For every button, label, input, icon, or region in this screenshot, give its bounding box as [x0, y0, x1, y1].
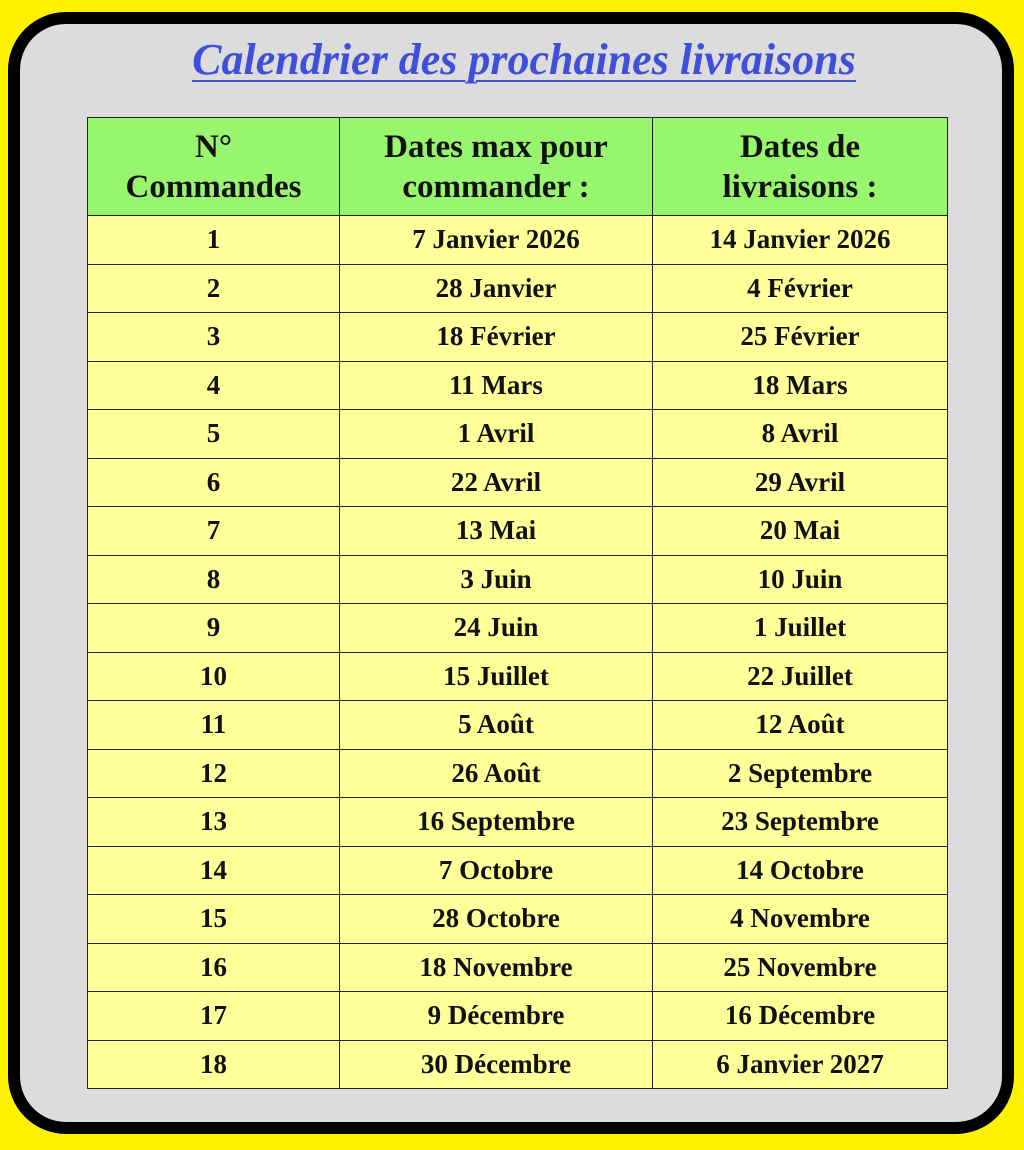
table-row	[88, 992, 948, 1041]
order-deadline-cell: 26 Août	[340, 749, 653, 798]
order-deadline-cell: 9 Décembre	[340, 992, 653, 1041]
delivery-date-cell: 25 Novembre	[653, 943, 948, 992]
table-body	[88, 216, 948, 1089]
order-deadline-cell: 24 Juin	[340, 604, 653, 653]
table-header	[88, 118, 948, 216]
delivery-date-cell: 10 Juin	[653, 555, 948, 604]
table-row	[88, 749, 948, 798]
order-number-cell: 1	[88, 216, 340, 265]
order-number-cell: 14	[88, 846, 340, 895]
order-number-cell: 2	[88, 264, 340, 313]
order-number-cell: 12	[88, 749, 340, 798]
delivery-date-cell: 16 Décembre	[653, 992, 948, 1041]
order-deadline-cell: 13 Mai	[340, 507, 653, 556]
table-row	[88, 798, 948, 847]
delivery-date-cell: 20 Mai	[653, 507, 948, 556]
order-number-cell: 4	[88, 361, 340, 410]
table-row	[88, 652, 948, 701]
header-line: livraisons :	[722, 168, 878, 205]
page-title: Calendrier des prochaines livraisons	[192, 35, 856, 84]
delivery-date-cell: 4 Novembre	[653, 895, 948, 944]
order-number-cell: 8	[88, 555, 340, 604]
order-number-cell: 7	[88, 507, 340, 556]
header-line: Commandes	[125, 168, 302, 205]
header-row	[88, 118, 948, 216]
delivery-date-cell: 12 Août	[653, 701, 948, 750]
table-row	[88, 410, 948, 459]
table-row	[88, 701, 948, 750]
delivery-date-cell: 1 Juillet	[653, 604, 948, 653]
table-row	[88, 458, 948, 507]
order-number-cell: 13	[88, 798, 340, 847]
table-row	[88, 361, 948, 410]
order-deadline-cell: 11 Mars	[340, 361, 653, 410]
delivery-date-cell: 23 Septembre	[653, 798, 948, 847]
delivery-date-cell: 18 Mars	[653, 361, 948, 410]
delivery-date-cell: 6 Janvier 2027	[653, 1040, 948, 1089]
delivery-date-cell: 25 Février	[653, 313, 948, 362]
table-row	[88, 943, 948, 992]
table-row	[88, 604, 948, 653]
order-number-cell: 16	[88, 943, 340, 992]
delivery-date-cell: 22 Juillet	[653, 652, 948, 701]
delivery-date-cell: 14 Octobre	[653, 846, 948, 895]
order-deadline-cell: 3 Juin	[340, 555, 653, 604]
order-deadline-cell: 7 Octobre	[340, 846, 653, 895]
table-row	[88, 216, 948, 265]
delivery-date-cell: 4 Février	[653, 264, 948, 313]
header-line: commander :	[402, 168, 590, 205]
table-row	[88, 264, 948, 313]
table-row	[88, 1040, 948, 1089]
header-line: Dates max pour	[384, 128, 608, 165]
table-row	[88, 555, 948, 604]
order-number-cell: 3	[88, 313, 340, 362]
header-delivery-date	[653, 118, 948, 216]
table-row	[88, 507, 948, 556]
order-deadline-cell: 7 Janvier 2026	[340, 216, 653, 265]
table-row	[88, 895, 948, 944]
order-deadline-cell: 15 Juillet	[340, 652, 653, 701]
order-deadline-cell: 16 Septembre	[340, 798, 653, 847]
order-deadline-cell: 28 Octobre	[340, 895, 653, 944]
table-row	[88, 846, 948, 895]
header-line: Dates de	[739, 128, 861, 165]
header-order-deadline	[340, 118, 653, 216]
header-line: N°	[194, 128, 233, 165]
order-number-cell: 17	[88, 992, 340, 1041]
order-deadline-cell: 28 Janvier	[340, 264, 653, 313]
order-number-cell: 11	[88, 701, 340, 750]
order-number-cell: 10	[88, 652, 340, 701]
order-deadline-cell: 5 Août	[340, 701, 653, 750]
order-number-cell: 9	[88, 604, 340, 653]
order-deadline-cell: 22 Avril	[340, 458, 653, 507]
order-deadline-cell: 18 Février	[340, 313, 653, 362]
order-number-cell: 18	[88, 1040, 340, 1089]
table-row	[88, 313, 948, 362]
delivery-date-cell: 29 Avril	[653, 458, 948, 507]
order-deadline-cell: 1 Avril	[340, 410, 653, 459]
order-deadline-cell: 30 Décembre	[340, 1040, 653, 1089]
order-number-cell: 6	[88, 458, 340, 507]
order-number-cell: 15	[88, 895, 340, 944]
order-deadline-cell: 18 Novembre	[340, 943, 653, 992]
order-number-cell: 5	[88, 410, 340, 459]
header-order-number	[88, 118, 340, 216]
delivery-date-cell: 8 Avril	[653, 410, 948, 459]
delivery-date-cell: 2 Septembre	[653, 749, 948, 798]
delivery-date-cell: 14 Janvier 2026	[653, 216, 948, 265]
delivery-schedule-table	[87, 117, 948, 1089]
